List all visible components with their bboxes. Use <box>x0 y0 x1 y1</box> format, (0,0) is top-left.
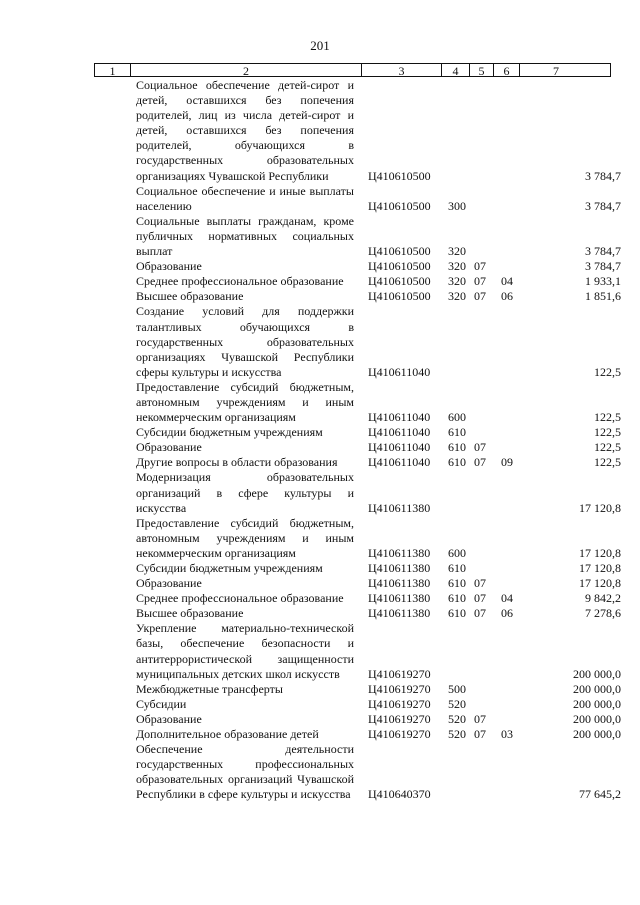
row-amount: 17 120,8 <box>579 561 621 575</box>
row-name: Создание условий для поддержки талантливых обучающихся в государственных образовательных организациях Чувашской Республики сферы культуры и искусства <box>136 304 354 379</box>
row-name: Образование <box>136 259 202 274</box>
table-row <box>0 455 640 470</box>
row-expense-type: 600 <box>448 410 466 425</box>
row-target-code: Ц410611040 <box>368 425 431 440</box>
table-row <box>0 606 640 621</box>
row-amount: 9 842,2 <box>585 591 621 606</box>
table-row <box>0 621 640 681</box>
row-expense-type: 520 <box>448 727 466 742</box>
row-name: Среднее профессиональное образование <box>136 274 344 289</box>
row-amount: 200 000,0 <box>573 711 621 726</box>
row-target-code: Ц410611380 <box>368 500 431 515</box>
table-row <box>0 697 640 712</box>
row-amount: 200 000,0 <box>573 696 621 711</box>
row-subsection: 04 <box>501 274 513 289</box>
row-subsection: 03 <box>501 727 513 742</box>
table-row <box>0 742 640 802</box>
table-row <box>0 576 640 591</box>
table-row <box>0 561 640 576</box>
row-expense-type: 520 <box>448 711 466 726</box>
row-amount: 122,5 <box>594 364 621 379</box>
row-target-code: Ц410611380 <box>368 591 431 606</box>
row-expense-type: 320 <box>448 289 466 304</box>
table-row <box>0 425 640 440</box>
table-row <box>0 214 640 259</box>
row-amount: 1 933,1 <box>585 274 621 289</box>
row-amount: 7 278,6 <box>585 606 621 621</box>
row-subsection: 09 <box>501 455 513 470</box>
table-row <box>0 304 640 379</box>
table-row <box>0 289 640 304</box>
row-amount: 122,5 <box>594 455 621 470</box>
header-col-5: 5 <box>470 64 494 76</box>
row-amount: 3 784,7 <box>585 244 621 259</box>
row-name: Образование <box>136 440 202 455</box>
row-subsection: 04 <box>501 591 513 606</box>
row-name: Высшее образование <box>136 289 244 304</box>
row-amount: 122,5 <box>594 440 621 455</box>
row-section: 07 <box>474 711 486 726</box>
row-expense-type: 600 <box>448 545 466 560</box>
row-target-code: Ц410611380 <box>368 545 431 560</box>
row-name: Образование <box>136 576 202 591</box>
row-target-code: Ц410611040 <box>368 440 431 455</box>
row-section: 07 <box>474 576 486 591</box>
row-section: 07 <box>474 591 486 606</box>
row-name: Социальное обеспечение и иные выплаты населению <box>136 183 354 213</box>
row-name: Другие вопросы в области образования <box>136 455 338 470</box>
row-name: Модернизация образовательных организаций в сфере культуры и искусства <box>136 470 354 515</box>
header-col-1: 1 <box>95 64 131 76</box>
table-row <box>0 184 640 214</box>
row-amount: 200 000,0 <box>573 681 621 696</box>
table-row <box>0 259 640 274</box>
row-name: Высшее образование <box>136 606 244 621</box>
row-amount: 17 120,8 <box>579 576 621 591</box>
row-target-code: Ц410619270 <box>368 727 431 742</box>
row-target-code: Ц410619270 <box>368 681 431 696</box>
row-section: 07 <box>474 440 486 455</box>
table-row <box>0 727 640 742</box>
row-expense-type: 300 <box>448 198 466 213</box>
row-target-code: Ц410610500 <box>368 198 431 213</box>
table-row <box>0 440 640 455</box>
row-target-code: Ц410619270 <box>368 666 431 681</box>
row-section: 07 <box>474 289 486 304</box>
row-name: Субсидии <box>136 696 187 711</box>
row-name: Субсидии бюджетным учреждениям <box>136 561 323 575</box>
row-target-code: Ц410611040 <box>368 455 431 470</box>
row-target-code: Ц410610500 <box>368 274 431 289</box>
row-section: 07 <box>474 727 486 742</box>
row-expense-type: 610 <box>448 561 466 575</box>
row-expense-type: 610 <box>448 440 466 455</box>
table-row <box>0 78 640 184</box>
table-body <box>0 78 640 803</box>
row-target-code: Ц410611380 <box>368 561 431 575</box>
row-name: Образование <box>136 711 202 726</box>
row-target-code: Ц410610500 <box>368 168 431 183</box>
row-expense-type: 520 <box>448 696 466 711</box>
row-section: 07 <box>474 274 486 289</box>
header-col-2: 2 <box>131 64 362 76</box>
row-target-code: Ц410610500 <box>368 289 431 304</box>
row-target-code: Ц410611040 <box>368 410 431 425</box>
row-expense-type: 610 <box>448 591 466 606</box>
row-name: Субсидии бюджетным учреждениям <box>136 425 323 440</box>
row-target-code: Ц410640370 <box>368 787 431 802</box>
row-subsection: 06 <box>501 606 513 621</box>
row-target-code: Ц410611380 <box>368 606 431 621</box>
row-expense-type: 610 <box>448 576 466 591</box>
page-number: 201 <box>310 38 330 53</box>
table-row <box>0 274 640 289</box>
row-amount: 17 120,8 <box>579 500 621 515</box>
table-header <box>94 63 611 77</box>
row-name: Дополнительное образование детей <box>136 727 319 742</box>
row-name: Предоставление субсидий бюджетным, автономным учреждениям и иным некоммерческим организациям <box>136 515 354 560</box>
row-amount: 1 851,6 <box>585 289 621 304</box>
row-target-code: Ц410619270 <box>368 711 431 726</box>
header-col-7: 7 <box>553 64 559 78</box>
row-amount: 122,5 <box>594 425 621 440</box>
row-amount: 3 784,7 <box>585 168 621 183</box>
header-col-4: 4 <box>442 64 470 76</box>
row-amount: 3 784,7 <box>585 198 621 213</box>
row-target-code: Ц410611380 <box>368 576 431 591</box>
row-name: Межбюджетные трансферты <box>136 681 283 696</box>
row-target-code: Ц410610500 <box>368 259 431 274</box>
row-expense-type: 610 <box>448 455 466 470</box>
row-name: Социальные выплаты гражданам, кроме публичных нормативных социальных выплат <box>136 213 354 259</box>
row-section: 07 <box>474 455 486 470</box>
table-row <box>0 591 640 606</box>
row-expense-type: 320 <box>448 259 466 274</box>
row-name: Обеспечение деятельности государственных профессиональных образовательных организаций Чувашской Республики в сфере культуры и искусства <box>136 742 354 802</box>
row-amount: 200 000,0 <box>573 727 621 742</box>
row-subsection: 06 <box>501 289 513 304</box>
table-row <box>0 712 640 727</box>
table-row <box>0 516 640 561</box>
row-expense-type: 320 <box>448 274 466 289</box>
row-amount: 17 120,8 <box>579 545 621 560</box>
row-expense-type: 320 <box>448 244 466 259</box>
row-section: 07 <box>474 259 486 274</box>
row-target-code: Ц410619270 <box>368 696 431 711</box>
table-row <box>0 470 640 515</box>
row-amount: 200 000,0 <box>573 666 621 681</box>
row-name: Предоставление субсидий бюджетным, автономным учреждениям и иным некоммерческим организациям <box>136 379 354 425</box>
row-expense-type: 500 <box>448 681 466 696</box>
header-col-6: 6 <box>494 64 520 76</box>
row-expense-type: 610 <box>448 606 466 621</box>
table-row <box>0 380 640 425</box>
row-amount: 77 645,2 <box>579 787 621 802</box>
row-expense-type: 610 <box>448 425 466 440</box>
row-target-code: Ц410611040 <box>368 364 431 379</box>
header-col-3: 3 <box>362 64 442 76</box>
row-section: 07 <box>474 606 486 621</box>
row-name: Социальное обеспечение детей-сирот и детей, оставшихся без попечения родителей, лиц из числа детей-сирот и детей, оставшихся без попечения родителей, обучающихся в государственных образовательных организациях Чувашской Республики <box>136 78 354 183</box>
row-target-code: Ц410610500 <box>368 244 431 259</box>
row-name: Укрепление материально-технической базы, обеспечение безопасности и антитеррористической защищенности муниципальных детских школ искусств <box>136 621 354 681</box>
row-amount: 3 784,7 <box>585 259 621 274</box>
row-name: Среднее профессиональное образование <box>136 591 344 606</box>
table-row <box>0 682 640 697</box>
row-amount: 122,5 <box>594 410 621 425</box>
